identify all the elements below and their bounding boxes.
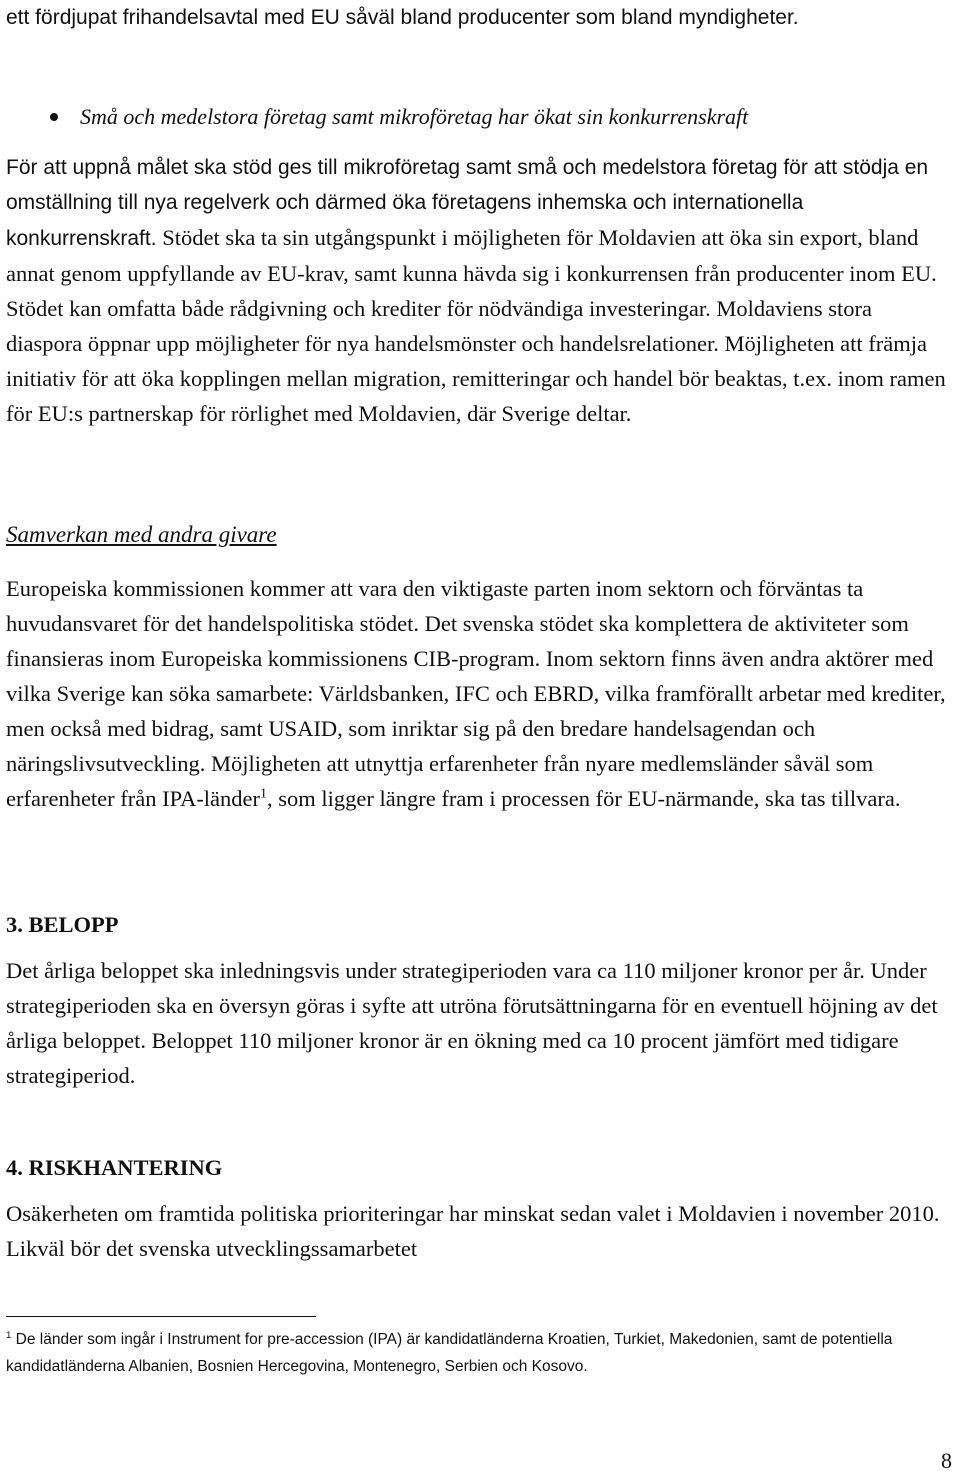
footnote — [6, 1326, 951, 1380]
footnote-reference[interactable]: 1 — [260, 786, 267, 802]
samverkan-text: Europeiska kommissionen kommer att vara den viktigaste parten inom sektorn och förväntas ta huvudansvaret för det handelspolitiska stödet. Det svenska stödet ska komplettera de aktiviteter som finansieras inom Europeiska kommissionens CIB-program. Inom sektorn finns även andra aktörer med vilka Sverige kan söka samarbete: Världsbanken, IFC och EBRD, vilka framförallt arbetar med krediter, men också med bidrag, samt USAID, som inriktar sig på den bredare handelsagendan och näringslivsutveckling. Möjligheten att utnyttja erfarenheter från nyare medlemsländer såväl som erfarenheter från IPA-länder — [6, 576, 946, 811]
footnote-marker: 1 — [6, 1329, 12, 1341]
footnote-text: De länder som ingår i Instrument for pre-accession (IPA) är kandidatländerna Kroatien, Turkiet, Makedonien, samt de potentiella kandidatländerna Albanien, Bosnien Hercegovina, Montenegro, Serbien och Kosovo. — [6, 1331, 893, 1375]
bullet-dot-icon — [50, 113, 58, 121]
paragraph-serif-part: Stödet ska ta sin utgångspunkt i möjligheten för Moldavien att öka sin export, bland annat genom uppfyllande av EU-krav, samt kunna hävda sig i konkurrensen från producenter inom EU. Stödet kan omfatta både rådgivning och krediter för nödvändiga investeringar. Moldaviens stora diaspora öppnar upp möjligheter för nya handelsmönster och handelsrelationer. Möjligheten att främja initiativ för att öka kopplingen mellan migration, remitteringar och handel bör beaktas, t.ex. inom ramen för EU:s partnerskap för rörlighet med Moldavien, där Sverige deltar. — [6, 225, 946, 426]
section-heading-samverkan: Samverkan med andra givare — [6, 522, 277, 547]
paragraph-riskhantering: Osäkerheten om framtida politiska prioriteringar har minskat sedan valet i Moldavien i november 2010. Likväl bör det svenska utvecklingssamarbetet — [6, 1201, 940, 1261]
paragraph-samverkan — [6, 571, 951, 816]
bullet-text: Små och medelstora företag samt mikroföretag har ökat sin konkurrenskraft — [80, 104, 749, 129]
section-heading-riskhantering: 4. RISKHANTERING — [6, 1155, 223, 1180]
samverkan-text-end: , som ligger längre fram i processen för EU-närmande, ska tas tillvara. — [267, 786, 901, 811]
footnote-divider — [6, 1316, 316, 1317]
paragraph-konkurrenskraft — [6, 150, 951, 431]
bullet-item — [6, 102, 956, 132]
paragraph-belopp: Det årliga beloppet ska inledningsvis under strategiperioden vara ca 110 miljoner kronor per år. Under strategiperioden ska en översyn göras i syfte att utröna förutsättningarna för en eventuell höjning av det årliga beloppet. Beloppet 110 miljoner kronor är en ökning med ca 10 procent jämfört med tidigare strategiperiod. — [6, 958, 938, 1088]
intro-paragraph: ett fördjupat frihandelsavtal med EU såväl bland producenter som bland myndigheter. — [6, 6, 799, 29]
section-heading-belopp: 3. BELOPP — [6, 912, 119, 937]
paragraph-sans-part: För att uppnå målet ska stöd ges till mikroföretag samt små och medelstora företag för att stödja en omställning till nya regelverk och därmed öka företagens inhemska och internationella konkurrenskraft. — [6, 156, 929, 250]
page-number: 8 — [941, 1448, 952, 1473]
